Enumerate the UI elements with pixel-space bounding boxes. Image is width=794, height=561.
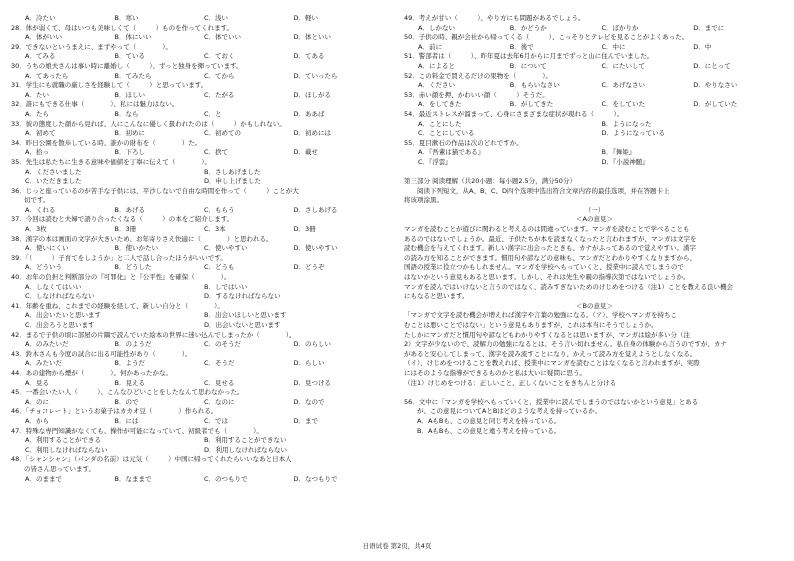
answer-option: D．にとって (693, 61, 731, 70)
answer-option: A．『吾輩は猫である』 (418, 148, 485, 157)
text-line: の皆さん思っています。 (11, 464, 95, 473)
text-line: 36．じっと座っているのが苦手な子供には、平沙しないで自由な時間を作って（ ）ことが大 (11, 186, 299, 195)
text-line: 切です。 (11, 196, 50, 205)
text-line: （イ）、けじめをつけることを教えれば、授業中にマンガを読むことはなくなると言われますが、実際 (404, 359, 700, 368)
answer-option: D．までに (693, 23, 725, 32)
text-line: 国語の授業に役立つかもしれません。マンガを学校へもっていくと、授業中に読んでしまうので (404, 263, 684, 272)
text-line: 28．体が弱くて、母はいつも美味しくて（ ）ものを作ってくれます。 (11, 23, 234, 32)
answer-option: B．見える (114, 378, 145, 387)
answer-option: D．使いやすい (293, 244, 338, 253)
answer-option: C．利用しなければならない (25, 445, 108, 454)
text-line: 39．「（ ）子育てをしようか」と二人で話し合ったほうがいいです。 (11, 253, 227, 262)
answer-option: B．もらいなさい (509, 81, 560, 90)
answer-option: D．利用しなければならない (204, 445, 288, 454)
answer-option: D．『小説神髄』 (601, 157, 649, 166)
answer-option: A．しなくてはいい (25, 282, 82, 291)
answer-options (11, 311, 383, 321)
text-line: にもなると思います。 (404, 292, 469, 301)
text-line: 49．考えが甘い（ ）、やり方にも問題があるでしょう。 (404, 14, 585, 22)
answer-options (11, 379, 383, 389)
answer-option: C．3本 (204, 225, 226, 234)
answer-option: A．みたいだ (25, 359, 62, 368)
answer-options (11, 110, 383, 120)
answer-option: B．には (114, 416, 139, 425)
answer-options (404, 129, 785, 139)
answer-option: B．のようだ (114, 340, 152, 349)
answer-options (11, 321, 383, 331)
text-line: 38．漢字の本は画面の文字が大きいため、お年寄りさえ快適に（ ）と思われる。 (11, 234, 273, 243)
answer-option: D．軽い (293, 14, 319, 22)
text-line: あるのではないでしょうか。最近、子供たちが本を読まなくなったと言われますが、マンガは文字を (404, 234, 697, 243)
answer-options (404, 62, 785, 72)
answer-option: D．どうぞ (293, 263, 325, 272)
answer-option: C．体でいい (204, 33, 242, 42)
answer-option: C．にたいして (601, 61, 646, 70)
answer-option: D．ほしがる (293, 90, 332, 99)
text-line: 52．この料金で買えるだけの果物を（ ）。 (404, 71, 553, 80)
answer-options (11, 292, 383, 302)
answer-option: C．どうも (204, 263, 235, 272)
answer-option: C．では (204, 416, 229, 425)
text-line: 第三部分 阅读理解（共20小题：每小题2.5分，满分50分） (404, 177, 576, 186)
left-column (11, 14, 383, 484)
spacer (404, 168, 785, 178)
answer-option: B．あげる (114, 205, 145, 214)
text-line: 46．「チョコレート」というお菓子はカカオ豆（ ）作られる。 (11, 407, 218, 416)
section-heading: （一） (584, 205, 605, 214)
answer-option: C．見せる (204, 378, 235, 387)
answer-options (404, 100, 785, 110)
answer-option: A．たい (25, 90, 49, 99)
answer-option: A．冷たい (25, 14, 56, 22)
section-heading: ＜Aの意見＞ (576, 215, 613, 224)
answer-option: A．しかない (418, 23, 455, 32)
answer-option: A．初めて (25, 129, 56, 138)
text-line: 54．最近ストレスが溜まって、心身にさまざまな症状が現れる（ ）。 (404, 109, 624, 118)
answer-option: D．らしい (293, 359, 325, 368)
answer-option: D．のらしい (293, 340, 332, 349)
answer-option: C．いただきました (25, 177, 82, 186)
text-line: 40．お年の負担と判断部分の『可罪化』と『公平性』を確保（ ）。 (11, 273, 231, 282)
answer-option: A．拾っ (25, 148, 49, 157)
answer-option: D．てある (293, 52, 325, 61)
answer-option: C．出会ろうと思います (25, 321, 95, 329)
answer-option: B．なままで (114, 474, 152, 483)
answer-option: A．ください (418, 81, 455, 90)
answer-option: D．ああば (293, 109, 325, 118)
answer-option: D．やりなさい (693, 81, 738, 90)
answer-option: C．てから (204, 71, 235, 80)
answer-options (404, 24, 785, 34)
answer-option: B．どうした (114, 263, 152, 272)
text-line: 29．できないというまえに、まずやって（ ）。 (11, 42, 173, 51)
text-line: 31．学生にも就職の厳しさを経験して（ ）と思っています。 (11, 81, 208, 90)
answer-option: C．なのに (204, 397, 235, 406)
text-line: 「マンガで文字を読む機会が増えれば漢字や言葉の勉強になる。（ア）、学校へマンガを持ちこ (404, 311, 677, 320)
answer-option: A．のみたいだ (25, 340, 69, 349)
answer-option: A．3枚 (25, 225, 47, 234)
answer-option: A．のままで (25, 474, 62, 483)
answer-option: B．ている (114, 52, 145, 61)
answer-option: C．たがる (204, 90, 235, 99)
answer-options (11, 263, 383, 273)
answer-option: D．体といい (293, 33, 332, 42)
answer-option: B．出会いほしいと思います (204, 311, 287, 320)
answer-options (11, 168, 383, 178)
answer-option: D．出会いないと思います (204, 321, 281, 329)
answer-option: D．申し上げました (204, 177, 262, 186)
text-line: 56．文中に「マンガを学校へもっていくと、授業中に読んでしまうのではないかという意見」とある (404, 397, 699, 406)
answer-options (11, 475, 383, 485)
answer-option: C．中に (601, 42, 626, 51)
answer-option: A．使いにくい (25, 244, 69, 253)
answer-option: A．くれる (25, 205, 56, 214)
answer-options (11, 14, 383, 24)
text-line: 50．子供の時、親が会社から帰ってくる（ ）、こっそりとテレビを見ることがよくあった。 (404, 33, 689, 42)
answer-option: D．ていったら (293, 71, 338, 80)
answer-options (11, 72, 383, 82)
answer-option: B．後で (509, 42, 534, 51)
answer-option: C．をしていた (601, 100, 646, 109)
answer-option: A．てみる (25, 52, 56, 61)
answer-options (11, 225, 383, 235)
answer-option: B．『舞姫』 (601, 148, 636, 157)
answer-option: D．がしていた (693, 100, 738, 109)
text-line: 53．赤い顔を押、かわいい顔（ ）そうだ。 (404, 90, 549, 99)
answer-option: A．をしてきた (418, 100, 462, 109)
text-line: 51．警部者は（ ）、昨年夏は去年6月からに月までずっと山に住んでいました。 (404, 52, 654, 61)
answer-option: A．によると (418, 61, 455, 70)
text-line: 45．一番会いたい人（ ）、こんなひどいことをしたなんて思わなかった。 (11, 388, 244, 397)
spacer (404, 388, 785, 398)
answer-option: B．ほしい (114, 90, 145, 99)
answer-option: B．使いかたい (114, 244, 158, 253)
answer-option: C．あげなさい (601, 81, 646, 90)
answer-option: A．どういう (25, 263, 62, 272)
text-line: 34．昨日公園を散歩している時、誰かの財布を（ ）た。 (11, 138, 202, 147)
answer-option: A．から (25, 416, 49, 425)
answer-options (11, 148, 383, 158)
answer-option: C．のつもりで (204, 474, 248, 483)
answer-options (404, 43, 785, 53)
answer-options (11, 398, 383, 408)
text-line: 30．うちの娘夫さんは事い時に離婚し（ ）、ずっと独身を揮っています。 (11, 61, 243, 70)
text-line: が、この意見についてAとBはどのような考えを持っているか。 (404, 407, 602, 416)
answer-option: D．見つける (293, 378, 332, 387)
answer-option: C．ばかりか (601, 23, 639, 32)
page-footer: 日语试卷 第2页，共4页 (362, 542, 432, 550)
text-line: があると安心してしまって、漢字を読み流すことになり、かえって読み方を覚えようとしなくなる。 (404, 349, 697, 358)
answer-option: C．捨て (204, 148, 229, 157)
answer-options (11, 436, 383, 446)
text-line: の読み方を知ることができます。慣用句や諺などの意味も、マンガだとわかりやすくなりますから、 (404, 253, 696, 262)
answer-option: C．使いやすい (204, 244, 248, 253)
answer-option: B．寒い (114, 14, 139, 22)
answer-option: B．てみたら (114, 71, 152, 80)
answer-options (11, 129, 383, 139)
answer-option: B．なら (114, 109, 139, 118)
answer-option: B．さしあげました (204, 167, 261, 176)
right-column (404, 14, 785, 436)
answer-options (11, 244, 383, 254)
answer-option: A．前に (418, 42, 442, 51)
answer-option: D．なつもりで (293, 474, 338, 483)
answer-option: C．のそうだ (204, 340, 242, 349)
answer-option: D．初めには (293, 129, 332, 138)
answer-options (404, 148, 785, 158)
text-line: たしかにマンガだと慣用句や諺などもわかりやすくなるとは思いますが、マンガは絵が多い分（注 (404, 330, 690, 339)
answer-option: A．ことにした (418, 119, 462, 128)
answer-options (404, 81, 785, 91)
answer-option: A．のに (25, 397, 49, 406)
answer-option: C．ことにしている (418, 129, 475, 138)
text-line: 48．「シャンシャン」（パンダの名前）は元気（ ）中国に帰ってくれたらいいなあと日本人 (11, 455, 292, 464)
text-line: 35．先生は私たちに生きる意味や価値を丁寧に伝えて（ ）。 (11, 157, 212, 166)
text-line: 読む機会を与えてくれます。新しい漢字に出会ったときも、カナがふってあるので覚えやすい。漢字 (404, 244, 696, 253)
text-line: 44．あの建物から煙が（ ）。何かあったかな。 (11, 368, 172, 377)
answer-option: D．さしあげる (293, 205, 338, 214)
text-line: 2）文字が少ないので、読解力の勉強になるとは、そう言い切れません。私自身の体験から言うのですが、カナ (404, 340, 727, 349)
answer-options (404, 120, 785, 130)
answer-options (11, 340, 383, 350)
answer-option: C．『浮雲』 (418, 157, 452, 166)
answer-option: A．てあったら (25, 71, 69, 80)
answer-option: D．するなければならない (204, 292, 281, 301)
answer-option: B．ようだ (114, 359, 145, 368)
answer-option: B．しではいい (204, 282, 248, 291)
text-line: 阅读下列短文，从A、B、C、D四个选项中选出符合文章内容的最佳选项，并在答题卡上 (404, 186, 670, 195)
answer-options (11, 417, 383, 427)
answer-option: D．3冊 (293, 225, 316, 234)
text-line: 37．今回は読むと夫婦で語り合ったくなる（ ）の本をご紹介します。 (11, 215, 234, 224)
answer-option: B．下ろし (114, 148, 145, 157)
text-line: むことは悪いことではない」という意見もありますが、これは本当にそうでしょうか。 (404, 321, 658, 329)
text-line: 55．夏目漱石の作品は次のどれですか。 (404, 138, 523, 147)
answer-option: D．中 (693, 42, 712, 51)
text-line: 41．年齢を重ね、これまでの経験を経して、新しい自分と（ ）。 (11, 301, 224, 310)
answer-option: A．くださいました (25, 167, 82, 176)
answer-option: A．見る (25, 378, 49, 387)
answer-option: A．利用することができる (25, 436, 101, 445)
text-line: マンガを読むことが遊びに関わると考えるのは間違っています。マンガを読むことで学べることも (404, 225, 690, 234)
answer-option: D．まで (293, 416, 319, 425)
answer-options (11, 91, 383, 101)
text-line: にはそのような指導ができるものかと私は大いに疑問に思う。 (404, 368, 586, 377)
text-line: はないかという意見もあると思います。しかし、それは先生や親の指導次第ではないでしょうか。 (404, 273, 690, 282)
answer-option: B．かどうか (509, 23, 547, 32)
answer-option: C．しなければならない (25, 292, 95, 301)
text-line: 33．彼の態度した顔から見れば、人にこんなに優しく扱われたのは（ ）かもしれない。 (11, 119, 286, 128)
answer-option: B．ようになった (601, 119, 652, 128)
answer-option: C．初めての (204, 129, 242, 138)
answer-option: C．そうだ (204, 359, 235, 368)
answer-option: B．ので (114, 397, 139, 406)
text-line: 42．まるで子供の頃に部屋の片隅で読んでいた絵本の世界に迷い込んでしまったか（ ）。 (11, 330, 296, 339)
answer-option: A．体がいい (25, 33, 62, 42)
answer-options (11, 52, 383, 62)
answer-option: D．載せ (293, 148, 319, 157)
answer-options (11, 177, 383, 187)
section-heading: ＜Bの意見＞ (576, 301, 613, 310)
answer-option: C．ておく (204, 52, 235, 61)
answer-option: C．浅い (204, 14, 229, 22)
text-line: A．AもBも、この意見と同じ考えを持っている。 (404, 416, 561, 425)
answer-option: B．利用することができない (204, 436, 287, 445)
answer-options (11, 359, 383, 369)
answer-options (11, 446, 383, 456)
answer-options (11, 33, 383, 43)
answer-option: B．について (509, 61, 547, 70)
text-line: マンガを読んではいけないと言うのではなく、読みすぎないためのけじめをつける（注1）ことを教える良い機会 (404, 282, 734, 291)
text-line: 32．誰にもできる仕事（ ）、私には魅力はない。 (11, 100, 179, 109)
answer-option: C．と (204, 109, 222, 118)
text-line: B．AもBも、この意見と違う考えを持っている。 (404, 426, 561, 435)
answer-option: B．がしてきた (509, 100, 554, 109)
answer-option: D．なので (293, 397, 325, 406)
answer-option: A．出会いたいと思います (25, 311, 101, 320)
answer-option: A．たら (25, 109, 49, 118)
answer-options (404, 158, 785, 168)
answer-option: C．もらう (204, 205, 235, 214)
answer-option: B．体にいい (114, 33, 152, 42)
text-line: 43．鈴木さんも今度の試合に出る可能性があり（ ）。 (11, 349, 192, 358)
answer-options (11, 206, 383, 216)
answer-option: D．ようになっている (601, 129, 666, 138)
text-line: （注1）けじめをつける：正しいこと、正しくないことをきちんと分ける (404, 378, 617, 387)
text-line: 将该项涂黑。 (404, 196, 443, 205)
answer-option: B．3冊 (114, 225, 137, 234)
answer-options (11, 283, 383, 293)
answer-option: B．初めに (114, 129, 145, 138)
text-line: 47．特殊な専門知識がなくても、操作が可能になっていて、初級者でも（ ）。 (11, 426, 263, 435)
